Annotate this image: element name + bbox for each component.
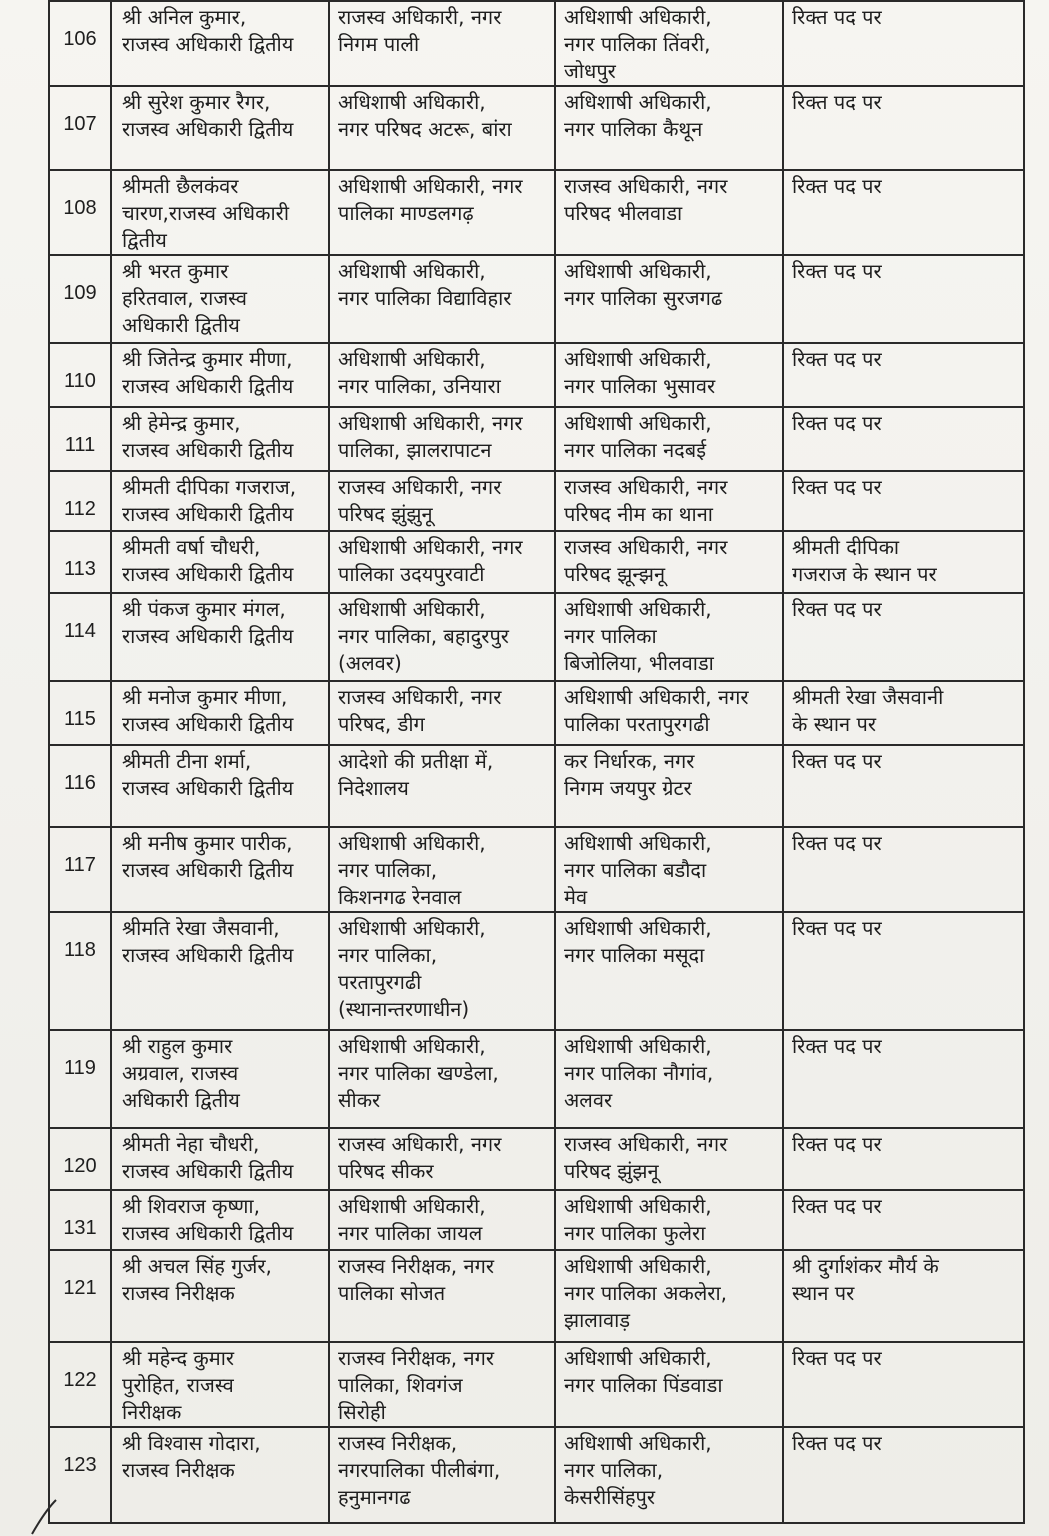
table-row	[49, 1342, 1024, 1427]
officer-name-cell: श्री मनोज कुमार मीणा, राजस्व अधिकारी द्वितीय	[111, 681, 329, 745]
current-posting-cell: राजस्व निरीक्षक, नगरपालिका पीलीबंगा, हनुमानगढ	[329, 1427, 555, 1523]
current-posting-cell: अधिशाषी अधिकारी, नगर पालिका, झालरापाटन	[329, 407, 555, 471]
pen-stroke-mark	[30, 1498, 60, 1536]
table-row	[49, 745, 1024, 827]
remark-cell: श्रीमती दीपिका गजराज के स्थान पर	[783, 531, 1024, 593]
serial-number-cell: 114	[49, 593, 111, 681]
remark-cell: रिक्त पद पर	[783, 255, 1024, 343]
remark-cell: रिक्त पद पर	[783, 1030, 1024, 1128]
serial-number-cell: 121	[49, 1250, 111, 1342]
table-row	[49, 255, 1024, 343]
officer-name-cell: श्री शिवराज कृष्णा, राजस्व अधिकारी द्वितीय	[111, 1190, 329, 1250]
new-posting-cell: अधिशाषी अधिकारी, नगर पालिका बडौदा मेव	[555, 827, 783, 912]
serial-number-cell: 113	[49, 531, 111, 593]
officer-name-cell: श्री राहुल कुमार अग्रवाल, राजस्व अधिकारी द्वितीय	[111, 1030, 329, 1128]
current-posting-cell: अधिशाषी अधिकारी, नगर परिषद अटरू, बांरा	[329, 86, 555, 170]
table-row	[49, 407, 1024, 471]
current-posting-cell: राजस्व अधिकारी, नगर परिषद झुंझुनू	[329, 471, 555, 531]
officer-name-cell: श्रीमती छैलकंवर चारण,राजस्व अधिकारी द्वितीय	[111, 170, 329, 255]
current-posting-cell: अधिशाषी अधिकारी, नगर पालिका उदयपुरवाटी	[329, 531, 555, 593]
table-row	[49, 343, 1024, 407]
serial-number-cell: 118	[49, 912, 111, 1030]
new-posting-cell: अधिशाषी अधिकारी, नगर पालिका, केसरीसिंहपुर	[555, 1427, 783, 1523]
remark-cell: रिक्त पद पर	[783, 1190, 1024, 1250]
officer-name-cell: श्री अनिल कुमार, राजस्व अधिकारी द्वितीय	[111, 1, 329, 86]
remark-cell: रिक्त पद पर	[783, 912, 1024, 1030]
table-row	[49, 827, 1024, 912]
serial-number-cell: 120	[49, 1128, 111, 1190]
remark-cell: श्री दुर्गाशंकर मौर्य के स्थान पर	[783, 1250, 1024, 1342]
current-posting-cell: राजस्व अधिकारी, नगर परिषद सीकर	[329, 1128, 555, 1190]
remark-cell: रिक्त पद पर	[783, 827, 1024, 912]
remark-cell: श्रीमती रेखा जैसवानी के स्थान पर	[783, 681, 1024, 745]
new-posting-cell: अधिशाषी अधिकारी, नगर पालिका तिंवरी, जोधपुर	[555, 1, 783, 86]
new-posting-cell: अधिशाषी अधिकारी, नगर पालिका भुसावर	[555, 343, 783, 407]
officer-name-cell: श्री पंकज कुमार मंगल, राजस्व अधिकारी द्वितीय	[111, 593, 329, 681]
current-posting-cell: अधिशाषी अधिकारी, नगर पालिका खण्डेला, सीकर	[329, 1030, 555, 1128]
serial-number-cell: 106	[49, 1, 111, 86]
table-row	[49, 912, 1024, 1030]
serial-number-cell: 119	[49, 1030, 111, 1128]
serial-number-cell: 117	[49, 827, 111, 912]
officer-name-cell: श्री जितेन्द्र कुमार मीणा, राजस्व अधिकारी द्वितीय	[111, 343, 329, 407]
table-row	[49, 1, 1024, 86]
current-posting-cell: अधिशाषी अधिकारी, नगर पालिका विद्याविहार	[329, 255, 555, 343]
new-posting-cell: राजस्व अधिकारी, नगर परिषद झून्झनू	[555, 531, 783, 593]
new-posting-cell: अधिशाषी अधिकारी, नगर पालिका सुरजगढ	[555, 255, 783, 343]
new-posting-cell: अधिशाषी अधिकारी, नगर पालिका बिजोलिया, भीलवाडा	[555, 593, 783, 681]
table-row	[49, 471, 1024, 531]
serial-number-cell: 107	[49, 86, 111, 170]
new-posting-cell: अधिशाषी अधिकारी, नगर पालिका पिंडवाडा	[555, 1342, 783, 1427]
transfer-table	[48, 0, 1025, 1524]
table-row	[49, 86, 1024, 170]
table-row	[49, 1030, 1024, 1128]
new-posting-cell: अधिशाषी अधिकारी, नगर पालिका अकलेरा, झालावाड़	[555, 1250, 783, 1342]
officer-name-cell: श्री सुरेश कुमार रैगर, राजस्व अधिकारी द्वितीय	[111, 86, 329, 170]
table-row	[49, 1190, 1024, 1250]
officer-name-cell: श्री महेन्द कुमार पुरोहित, राजस्व निरीक्षक	[111, 1342, 329, 1427]
current-posting-cell: राजस्व निरीक्षक, नगर पालिका, शिवगंज सिरोही	[329, 1342, 555, 1427]
new-posting-cell: अधिशाषी अधिकारी, नगर पालिका फुलेरा	[555, 1190, 783, 1250]
officer-name-cell: श्रीमती नेहा चौधरी, राजस्व अधिकारी द्वितीय	[111, 1128, 329, 1190]
table-row	[49, 1427, 1024, 1523]
table-row	[49, 1128, 1024, 1190]
new-posting-cell: कर निर्धारक, नगर निगम जयपुर ग्रेटर	[555, 745, 783, 827]
remark-cell: रिक्त पद पर	[783, 1128, 1024, 1190]
remark-cell: रिक्त पद पर	[783, 745, 1024, 827]
table-row	[49, 531, 1024, 593]
serial-number-cell: 109	[49, 255, 111, 343]
serial-number-cell: 110	[49, 343, 111, 407]
officer-name-cell: श्री भरत कुमार हरितवाल, राजस्व अधिकारी द्वितीय	[111, 255, 329, 343]
new-posting-cell: राजस्व अधिकारी, नगर परिषद झुंझनू	[555, 1128, 783, 1190]
table-row	[49, 1250, 1024, 1342]
remark-cell: रिक्त पद पर	[783, 343, 1024, 407]
current-posting-cell: अधिशाषी अधिकारी, नगर पालिका जायल	[329, 1190, 555, 1250]
new-posting-cell: राजस्व अधिकारी, नगर परिषद नीम का थाना	[555, 471, 783, 531]
officer-name-cell: श्रीमति रेखा जैसवानी, राजस्व अधिकारी द्वितीय	[111, 912, 329, 1030]
remark-cell: रिक्त पद पर	[783, 1342, 1024, 1427]
serial-number-cell: 111	[49, 407, 111, 471]
remark-cell: रिक्त पद पर	[783, 1427, 1024, 1523]
new-posting-cell: अधिशाषी अधिकारी, नगर पालिका नौगांव, अलवर	[555, 1030, 783, 1128]
remark-cell: रिक्त पद पर	[783, 170, 1024, 255]
serial-number-cell: 123	[49, 1427, 111, 1523]
current-posting-cell: आदेशो की प्रतीक्षा में, निदेशालय	[329, 745, 555, 827]
current-posting-cell: अधिशाषी अधिकारी, नगर पालिका, बहादुरपुर (अलवर)	[329, 593, 555, 681]
new-posting-cell: राजस्व अधिकारी, नगर परिषद भीलवाडा	[555, 170, 783, 255]
serial-number-cell: 112	[49, 471, 111, 531]
current-posting-cell: अधिशाषी अधिकारी, नगर पालिका, किशनगढ रेनवाल	[329, 827, 555, 912]
new-posting-cell: अधिशाषी अधिकारी, नगर पालिका परतापुरगढी	[555, 681, 783, 745]
remark-cell: रिक्त पद पर	[783, 407, 1024, 471]
current-posting-cell: अधिशाषी अधिकारी, नगर पालिका, परतापुरगढी (स्थानान्तरणाधीन)	[329, 912, 555, 1030]
remark-cell: रिक्त पद पर	[783, 471, 1024, 531]
table-row	[49, 170, 1024, 255]
officer-name-cell: श्रीमती वर्षा चौधरी, राजस्व अधिकारी द्वितीय	[111, 531, 329, 593]
new-posting-cell: अधिशाषी अधिकारी, नगर पालिका नदबई	[555, 407, 783, 471]
officer-name-cell: श्री अचल सिंह गुर्जर, राजस्व निरीक्षक	[111, 1250, 329, 1342]
current-posting-cell: अधिशाषी अधिकारी, नगर पालिका, उनियारा	[329, 343, 555, 407]
remark-cell: रिक्त पद पर	[783, 593, 1024, 681]
table-row	[49, 593, 1024, 681]
transfer-table-body	[49, 1, 1024, 1523]
table-row	[49, 681, 1024, 745]
serial-number-cell: 116	[49, 745, 111, 827]
serial-number-cell: 108	[49, 170, 111, 255]
remark-cell: रिक्त पद पर	[783, 1, 1024, 86]
current-posting-cell: राजस्व निरीक्षक, नगर पालिका सोजत	[329, 1250, 555, 1342]
new-posting-cell: अधिशाषी अधिकारी, नगर पालिका कैथून	[555, 86, 783, 170]
officer-name-cell: श्रीमती दीपिका गजराज, राजस्व अधिकारी द्वितीय	[111, 471, 329, 531]
officer-name-cell: श्री हेमेन्द्र कुमार, राजस्व अधिकारी द्वितीय	[111, 407, 329, 471]
officer-name-cell: श्री मनीष कुमार पारीक, राजस्व अधिकारी द्वितीय	[111, 827, 329, 912]
officer-name-cell: श्रीमती टीना शर्मा, राजस्व अधिकारी द्वितीय	[111, 745, 329, 827]
current-posting-cell: अधिशाषी अधिकारी, नगर पालिका माण्डलगढ़	[329, 170, 555, 255]
serial-number-cell: 115	[49, 681, 111, 745]
officer-name-cell: श्री विश्वास गोदारा, राजस्व निरीक्षक	[111, 1427, 329, 1523]
current-posting-cell: राजस्व अधिकारी, नगर निगम पाली	[329, 1, 555, 86]
serial-number-cell: 122	[49, 1342, 111, 1427]
remark-cell: रिक्त पद पर	[783, 86, 1024, 170]
new-posting-cell: अधिशाषी अधिकारी, नगर पालिका मसूदा	[555, 912, 783, 1030]
serial-number-cell: 131	[49, 1190, 111, 1250]
current-posting-cell: राजस्व अधिकारी, नगर परिषद, डीग	[329, 681, 555, 745]
